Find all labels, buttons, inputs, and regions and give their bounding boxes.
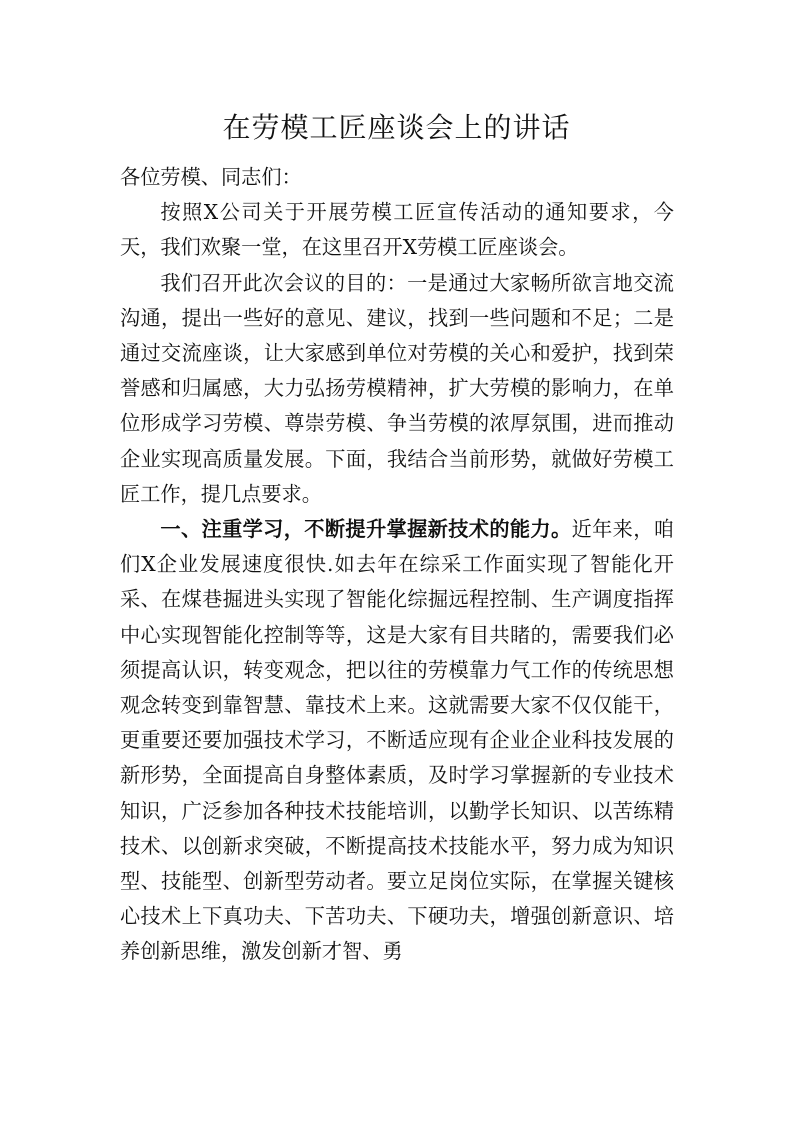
paragraph-purpose: 我们召开此次会议的目的：一是通过大家畅所欲言地交流沟通，提出一些好的意见、建议，找到一些问题和不足；二是通过交流座谈，让大家感到单位对劳模的关心和爱护，找到荣誉感和归属感，大力弘扬劳模精神，扩大劳模的影响力，在单位形成学习劳模、尊崇劳模、争当劳模的浓厚氛围，进而推动企业实现高质量发展。下面，我结合当前形势，就做好劳模工匠工作，提几点要求。	[120, 270, 674, 506]
section-1-heading: 一、注重学习，不断提升掌握新技术的能力。	[160, 517, 572, 542]
paragraph-intro: 按照X公司关于开展劳模工匠宣传活动的通知要求，今天，我们欢聚一堂，在这里召开X劳模工匠座谈会。	[120, 200, 674, 260]
section-1-paragraph	[120, 512, 674, 970]
section-1-text: 近年来，咱们X企业发展速度很快.如去年在综采工作面实现了智能化开采、在煤巷掘进头实现了智能化综掘远程控制、生产调度指挥中心实现智能化控制等等，这是大家有目共睹的，需要我们必须提高认识，转变观念，把以往的劳模靠力气工作的传统思想观念转变到靠智慧、靠技术上来。这就需要大家不仅仅能干，更重要还要加强技术学习，不断适应现有企业企业科技发展的新形势，全面提高自身整体素质，及时学习掌握新的专业技术知识，广泛参加各种技术技能培训，以勤学长知识、以苦练精技术、以创新求突破，不断提高技术技能水平，努力成为知识型、技能型、创新型劳动者。要立足岗位实际，在掌握关键核心技术上下真功夫、下苦功夫、下硬功夫，增强创新意识、培养创新思维，激发创新才智、勇	[120, 517, 674, 964]
document-title: 在劳模工匠座谈会上的讲话	[222, 111, 571, 144]
document-body	[120, 160, 674, 970]
salutation: 各位劳模、同志们：	[120, 165, 302, 189]
